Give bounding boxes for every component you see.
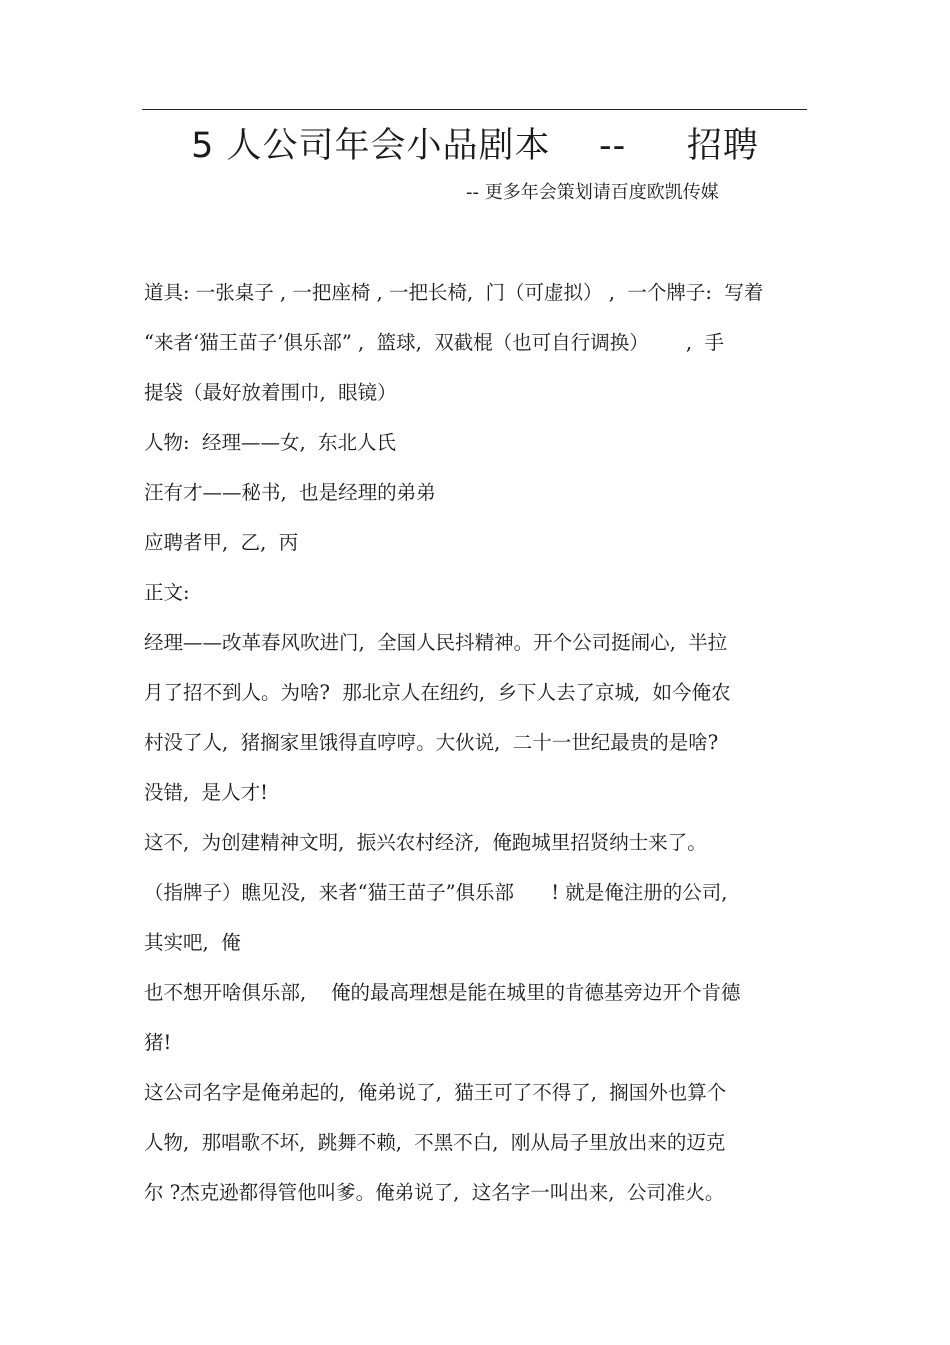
body-line: 应聘者甲, 乙, 丙: [144, 531, 299, 554]
body-line: 没错, 是人才!: [144, 781, 268, 804]
body-line: 人物: 经理——女, 东北人氏: [144, 431, 397, 454]
body-line: 道具: 一张桌子 , 一把座椅 , 一把长椅, 门（可虚拟） , 一个牌子: 写着: [144, 281, 764, 304]
body-line: 尔 ?杰克逊都得管他叫爹。俺弟说了, 这名字一叫出来, 公司准火。: [144, 1181, 725, 1204]
body-line: 其实吧, 俺: [144, 931, 241, 954]
body-line: 正文:: [144, 581, 190, 604]
body-line: 人物, 那唱歌不坏, 跳舞不赖, 不黑不白, 刚从局子里放出来的迈克: [144, 1131, 726, 1154]
body-line: 也不想开啥俱乐部, 俺的最高理想是能在城里的肯德基旁边开个肯德: [144, 981, 741, 1004]
body-line: 村没了人, 猪搁家里饿得直哼哼。大伙说, 二十一世纪最贵的是啥?: [144, 731, 719, 754]
body-line: 月了招不到人。为啥? 那北京人在纽约, 乡下人去了京城, 如今俺农: [144, 681, 731, 704]
document-body: [144, 275, 814, 1225]
body-line: 经理——改革春风吹进门, 全国人民抖精神。开个公司挺闹心, 半拉: [144, 631, 728, 654]
body-line: （指牌子）瞧见没, 来者“猫王苗子”俱乐部 ! 就是俺注册的公司,: [144, 881, 728, 904]
document-title: 5 人公司年会小品剧本 -- 招聘: [191, 126, 759, 166]
document-subtitle: -- 更多年会策划请百度欧凯传媒: [466, 182, 719, 203]
body-line: 这不, 为创建精神文明, 振兴农村经济, 俺跑城里招贤纳士来了。: [144, 831, 707, 854]
body-line: “来者‘猫王苗子’俱乐部” , 篮球, 双截棍（也可自行调换） , 手: [144, 331, 725, 354]
top-rule-divider: [142, 109, 807, 110]
body-line: 汪有才——秘书, 也是经理的弟弟: [144, 481, 436, 504]
body-line: 猪!: [144, 1031, 172, 1054]
body-line: 这公司名字是俺弟起的, 俺弟说了, 猫王可了不得了, 搁国外也算个: [144, 1081, 727, 1104]
body-line: 提袋（最好放着围巾, 眼镜）: [144, 381, 397, 404]
